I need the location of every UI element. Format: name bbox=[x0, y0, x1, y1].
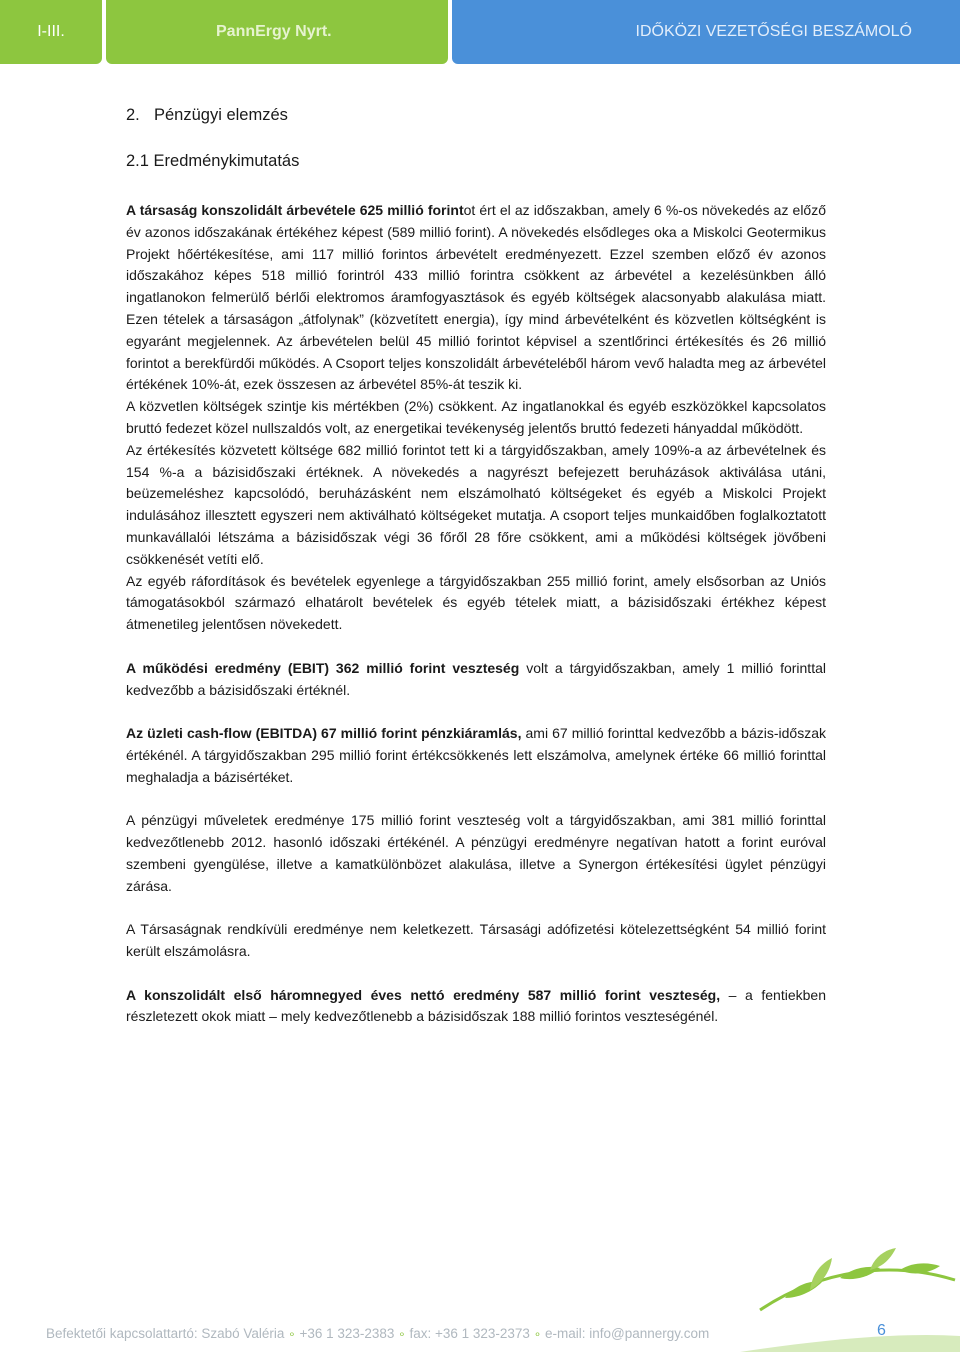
document-body bbox=[126, 100, 826, 1028]
paragraph-indirect-costs: Az értékesítés közvetett költsége 682 millió forintot tett ki a tárgyidőszakban, amely 109%-a az árbevételnek és 154 %-a a bázisidőszaki értéknek. A növekedés a nagyrészt befejezett beruházások aktiválása utáni, beüzemeléshez kapcsolódó, beruházásként nem elszámolható költségeket és egyéb a Miskolci Projekt indulásához illesztett egyszeri nem aktiválható költségeket mutatja. A csoport teljes munkaidőben foglalkoztatott munkavállalói létszáma a bázisidőszak végi 36 főről 28 főre csökkent, ami a működési költségek jövőbeni csökkenését vetíti elő. bbox=[126, 441, 826, 567]
footer-separator: ∘ bbox=[533, 1327, 542, 1341]
paragraph-extraordinary: A Társaságnak rendkívüli eredménye nem keletkezett. Társasági adófizetési kötelezettségként 54 millió forint került elszámolásra. bbox=[126, 921, 826, 960]
ebitda-bold: Az üzleti cash-flow (EBITDA) 67 millió forint pénzkiáramlás, bbox=[126, 725, 522, 742]
ebit-text: volt a tárgyidőszakban, amely 1 millió forinttal kedvezőbb a bázisidőszaki értéknél. bbox=[126, 659, 826, 698]
header-report-title: IDŐKÖZI VEZETŐSÉGI BESZÁMOLÓ bbox=[452, 0, 960, 64]
revenue-text: ot ért el az időszakban, amely 6 %-os növekedés az előző év azonos időszakának értékéhez képest (589 millió forint). A növekedés elsődleges oka a Miskolci Geotermikus Projekt hőértékesítése, ami 117 millió forintos árbevételt eredményezett. Ezzel szemben előző év azonos időszakához képes 518 millió forintról 433 millió forintra csökkent az árbevétel a kezelésünkben álló ingatlanokon felmerülő bérlői elektromos áramfogyasztások és egyéb költségek alacsonyabb alakulása miatt. Ezen tételek a társaságon „átfolynak” (közvetített energia), így mind árbevételként és közvetlen költségként is egyaránt megjelennek. Az árbevételen belül 45 millió forintot képvisel a szentlőrinci értékesítés és 26 millió forintot a berekfürdői működés. A Csoport teljes konszolidált árbevételéből három vevő haladta meg az árbevétel értékének 10%-át, ezek összesen az árbevétel 85%-át teszik ki. bbox=[126, 202, 827, 393]
page-header bbox=[0, 0, 960, 66]
ebit-bold: A működési eredmény (EBIT) 362 millió forint veszteség bbox=[126, 659, 520, 676]
footer-contact-line bbox=[46, 1326, 709, 1341]
subsection-heading: 2.1 Eredménykimutatás bbox=[126, 152, 300, 170]
paragraph-ebitda bbox=[126, 723, 826, 788]
header-period: I-III. bbox=[0, 0, 102, 64]
header-company: PannErgy Nyrt. bbox=[106, 0, 448, 64]
revenue-bold: A társaság konszolidált árbevétele 625 millió forint bbox=[126, 202, 464, 218]
section-title: Pénzügyi elemzés bbox=[154, 106, 288, 124]
footer-separator: ∘ bbox=[398, 1327, 406, 1341]
paragraph-net-result bbox=[126, 985, 826, 1029]
footer-email[interactable]: e-mail: info@pannergy.com bbox=[544, 1326, 710, 1341]
net-result-text: – a fentiekben részletezett okok miatt – mely kedvezőtlenebb a bázisidőszak 188 millió forintos veszteségénél. bbox=[126, 986, 826, 1025]
footer-contact: Befektetői kapcsolattartó: Szabó Valéria bbox=[46, 1326, 285, 1341]
paragraph-revenue bbox=[126, 200, 826, 396]
page-number: 6 bbox=[877, 1322, 886, 1339]
section-number: 2. bbox=[126, 106, 140, 124]
footer-separator: ∘ bbox=[288, 1327, 296, 1341]
paragraph-direct-costs: A közvetlen költségek szintje kis mértékben (2%) csökkent. Az ingatlanokkal és egyéb eszközökkel kapcsolatos bruttó fedezet közel nullszaldós volt, az energetikai tevékenység jelentős bruttó fedezeti hányaddal működött. bbox=[126, 398, 826, 436]
paragraph-other-items: Az egyéb ráfordítások és bevételek egyenlege a tárgyidőszakban 255 millió forint, amely elsősorban az Uniós támogatásokból származó elhatárolt bevételek és egyéb tételek miatt, a bázisidőszaki értékhez képest átmenetileg jelentősen növekedett. bbox=[126, 572, 826, 633]
footer-phone: +36 1 323-2383 bbox=[299, 1326, 395, 1341]
paragraph-financial: A pénzügyi műveletek eredménye 175 millió forint veszteség volt a tárgyidőszakban, ami 381 millió forinttal kedvezőtlenebb 2012. hasonló időszaki értékénél. A pénzügyi eredményre negatívan hatott a forint euróval szembeni gyengülése, illetve a kamatkülönbözet alakulása, illetve a Synergon értékesítési ügylet pénzügyi zárása. bbox=[126, 812, 826, 894]
net-result-bold: A konszolidált első háromnegyed éves nettó eredmény 587 millió forint veszteség, bbox=[126, 986, 721, 1003]
ebitda-text: ami 67 millió forinttal kedvezőbb a bázis-időszak értékénél. A tárgyidőszakban 295 millió forint értékcsökkenés lett elszámolva, amelynek értéke 66 millió forinttal meghaladja a bázisértéket. bbox=[126, 725, 826, 785]
footer-fax: fax: +36 1 323-2373 bbox=[409, 1326, 530, 1341]
paragraph-ebit bbox=[126, 658, 826, 702]
section-heading bbox=[126, 104, 826, 126]
leaf-decoration-icon bbox=[740, 1240, 960, 1352]
